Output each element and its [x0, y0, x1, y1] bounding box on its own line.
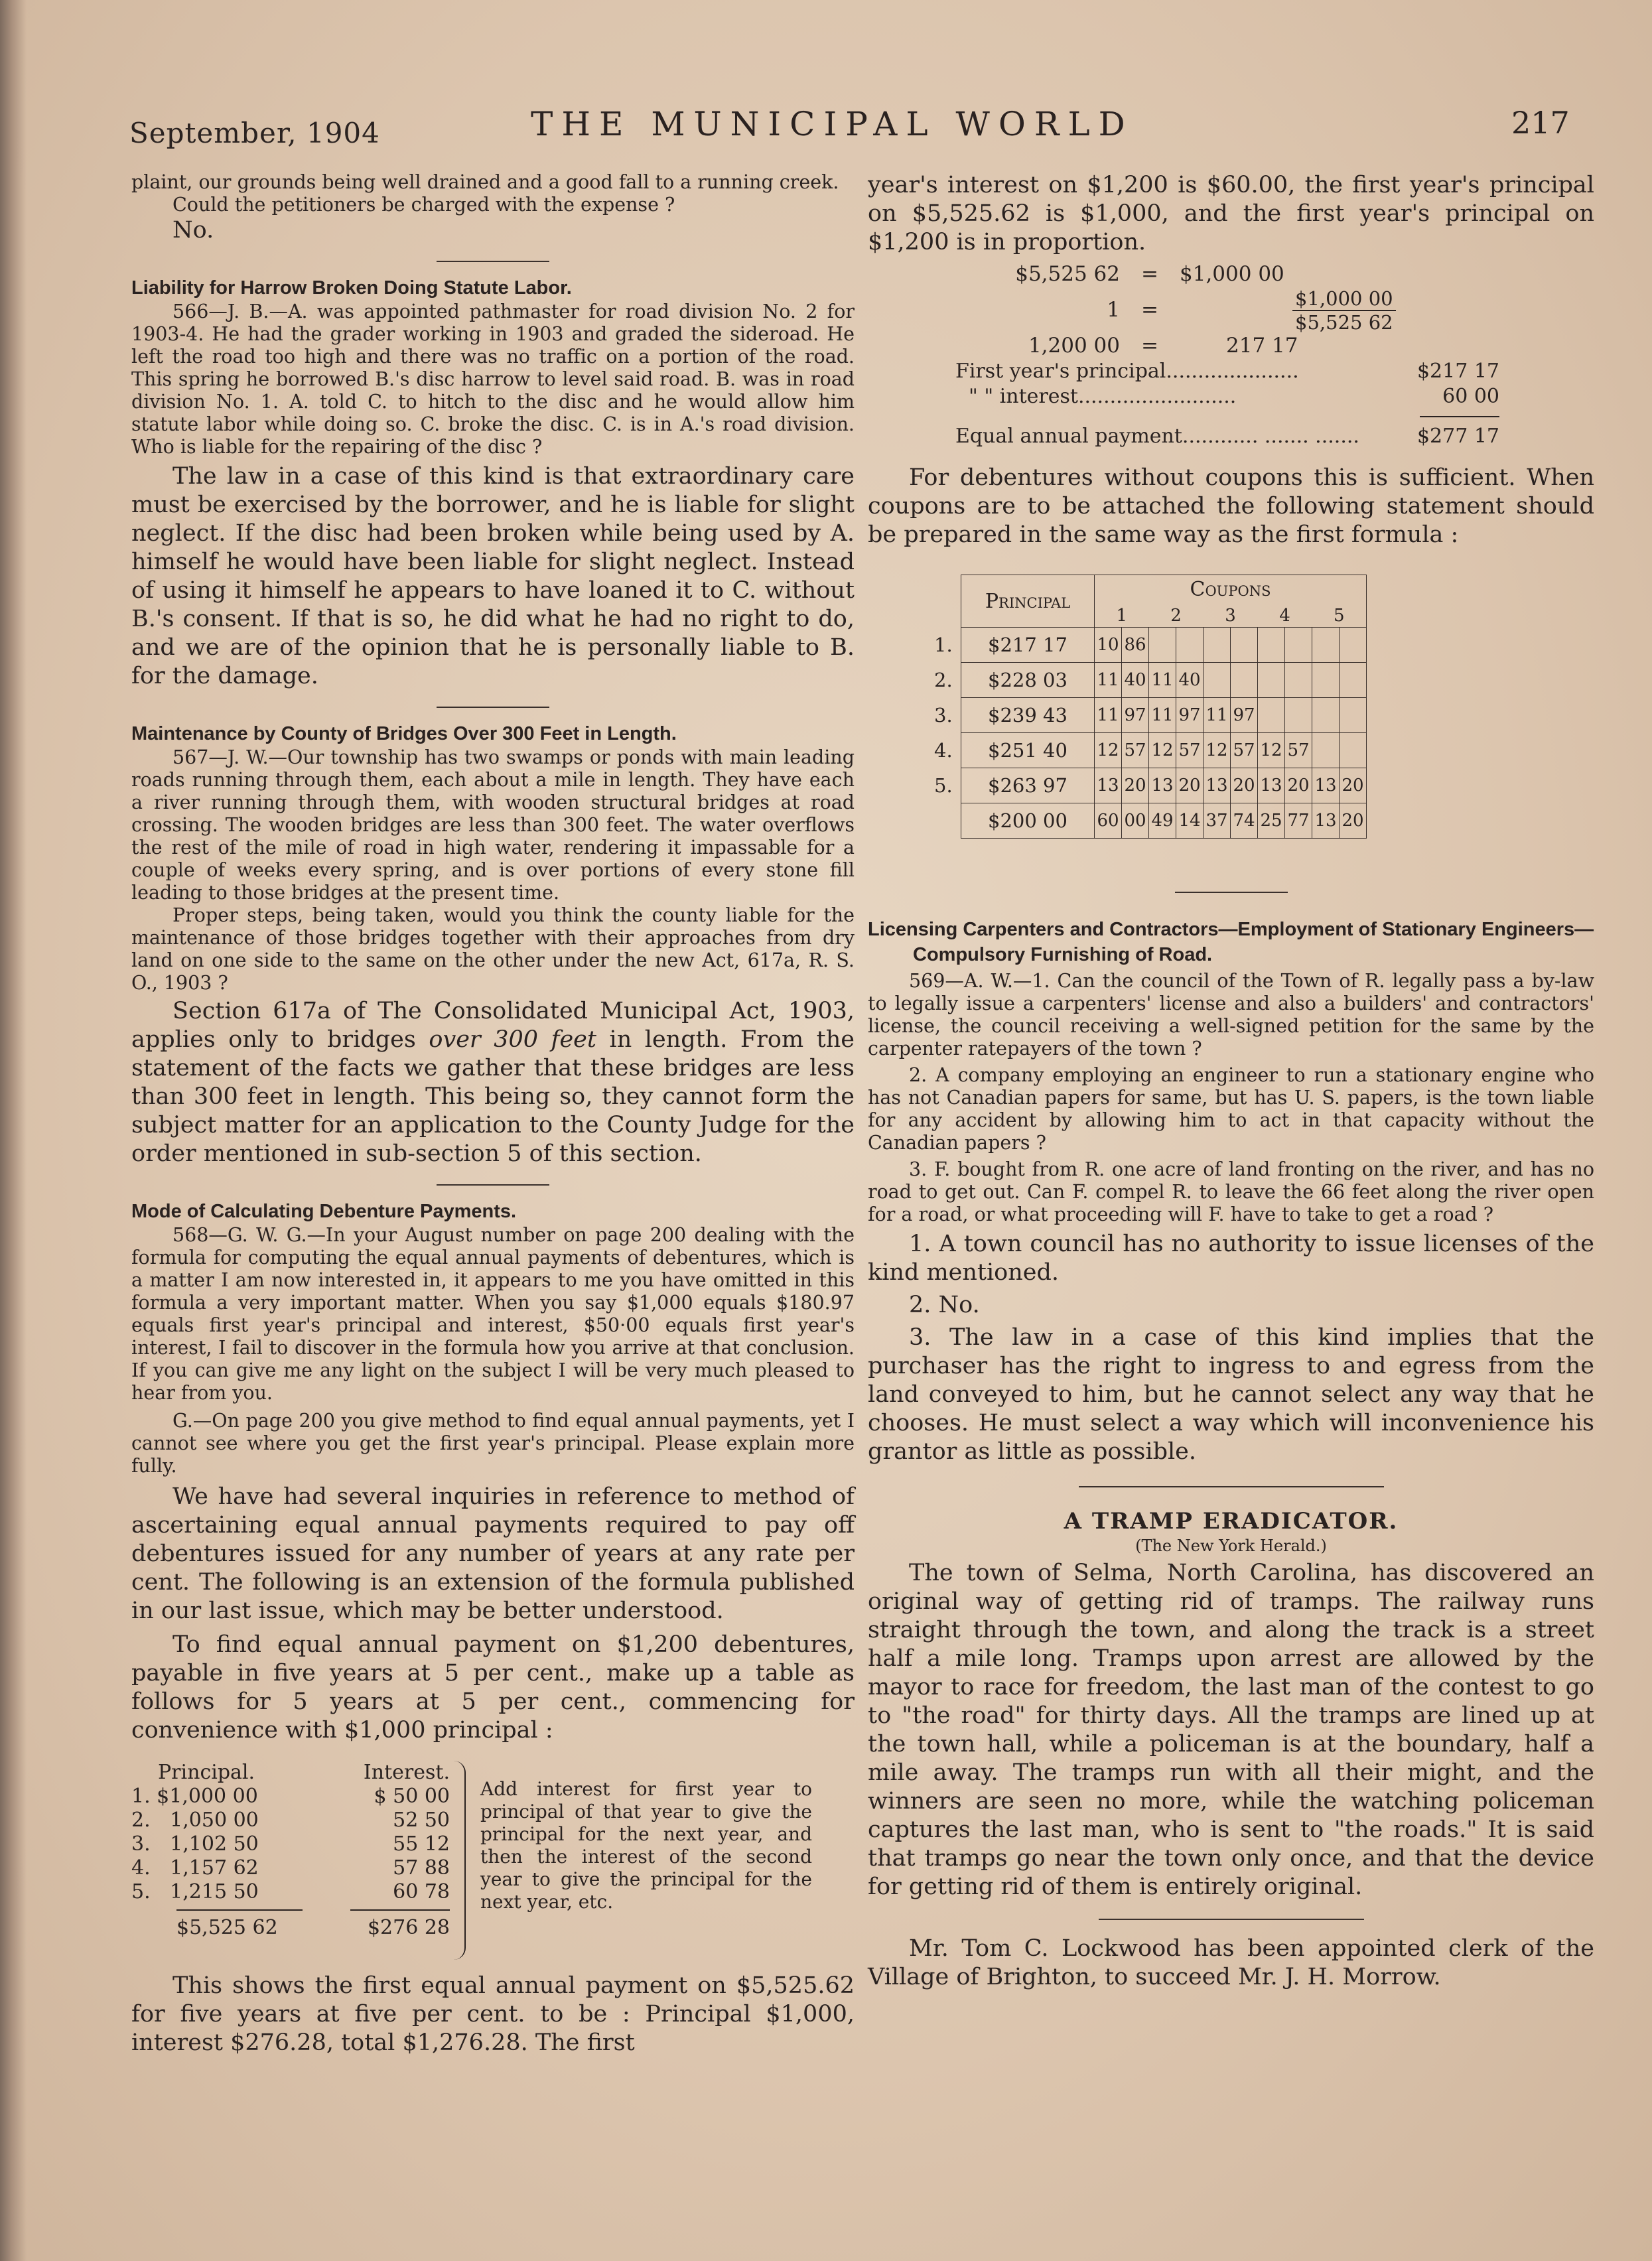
coupon-cell: 12: [1204, 733, 1231, 768]
heading-568: Mode of Calculating Debenture Payments.: [131, 1201, 517, 1222]
coupon-cell: [1285, 628, 1312, 663]
formula-term: $1,000 00: [1180, 262, 1284, 286]
coupon-cell: 12: [1095, 733, 1122, 768]
coupon-cell: [1149, 628, 1176, 663]
coupon-principal: $251 40: [961, 733, 1095, 768]
coupon-number: 3: [1204, 604, 1258, 627]
coupon-table-header: [934, 575, 1367, 604]
question-567-b: Proper steps, being taken, would you think the county liable for the maintenance of those bridges together with their approaches from dry land on one side to the same on the other under the new Act, 617a, R. S. O., 1903 ?: [131, 904, 855, 994]
interest-column: [350, 1761, 450, 1960]
coupon-cell: 77: [1285, 803, 1312, 839]
principal-row: [131, 1880, 350, 1904]
continued-answer-568: year's interest on $1,200 is $60.00, the first year's principal on $5,525.62 is $1,000, and the first year's principal on $1,200 is in proportion.: [868, 172, 1594, 255]
interest-value: $ 50 00: [374, 1785, 450, 1808]
coupon-number: 2: [1149, 604, 1204, 627]
answer-569-2: 2. No.: [909, 1292, 980, 1318]
answer-567-emphasis: over 300 feet: [429, 1026, 596, 1053]
coupon-cell: 13: [1095, 768, 1122, 803]
row-number: 3.: [131, 1832, 151, 1856]
answer-568-b: To find equal annual payment on $1,200 debentures, payable in five years at 5 per cent., make up a table as follows for 5 years at 5 per cent., commencing for convenience with $1,000 principal :: [131, 1631, 855, 1744]
coupon-row-number: 2.: [934, 669, 953, 691]
principal-value: 1,102 50: [170, 1832, 259, 1856]
row-number: 2.: [131, 1809, 151, 1832]
proportion-formula: [868, 261, 1594, 359]
coupon-cell: 13: [1149, 768, 1176, 803]
coupon-cell: [1285, 663, 1312, 698]
coupon-row: [934, 803, 1367, 839]
coupon-number: 1: [1095, 604, 1149, 627]
coupon-cell: [1340, 733, 1367, 768]
coupon-cell: 57: [1285, 733, 1312, 768]
summary-label: " " interest.........................: [969, 385, 1237, 408]
section-divider: [437, 1184, 549, 1186]
coupon-row-number: 4.: [934, 739, 953, 762]
coupon-cell: 57: [1176, 733, 1204, 768]
formula-equals: =: [1141, 334, 1158, 358]
principal-row: [131, 1856, 350, 1880]
coupon-cell: 14: [1176, 803, 1204, 839]
row-number: 5.: [131, 1880, 151, 1903]
coupon-principal: $200 00: [961, 803, 1095, 839]
coupon-cell: 97: [1122, 698, 1149, 733]
heading-567: Maintenance by County of Bridges Over 300 Feet in Length.: [131, 723, 677, 744]
fraction: [1292, 287, 1396, 334]
question-568-b: G.—On page 200 you give method to find equal annual payments, yet I cannot see where you get the first year's principal. Please explain more fully.: [131, 1410, 855, 1477]
principal-value: 1,050 00: [170, 1809, 259, 1832]
coupon-cell: 13: [1258, 768, 1285, 803]
closing-notice: Mr. Tom C. Lockwood has been appointed clerk of the Village of Brighton, to succeed Mr. J. H. Morrow.: [868, 1935, 1594, 1990]
coupon-cell: [1231, 663, 1258, 698]
coupon-row: [934, 768, 1367, 803]
formula-row: [868, 287, 1594, 332]
coupon-cell: 11: [1095, 698, 1122, 733]
principal-row: [131, 1809, 350, 1832]
interest-value: 52 50: [393, 1809, 450, 1832]
binding-edge: [0, 0, 27, 2261]
principal-row: [131, 1785, 350, 1809]
answer-569-3: 3. The law in a case of this kind implies that the purchaser has the right to ingress to and egress from the land conveyed to him, but he cannot select any way that he chooses. He must select a way which will inconvenience his grantor as little as possible.: [868, 1324, 1594, 1465]
coupon-cell: [1312, 663, 1340, 698]
principal-value: $1,000 00: [157, 1785, 258, 1808]
section-divider: [437, 707, 549, 708]
question-568-a: 568—G. W. G.—In your August number on page 200 dealing with the formula for computing the equal annual payments of debentures, which is a matter I am now interested in, it appears to me you have omitted in this formula a very important matter. When you say $1,000 equals $180.97 equals first year's principal and interest, $50·00 equals first year's interest, I fail to discover in the formula how you arrive at that conclusion. If you can give me any light on the subject I will be very much pleased to hear from you.: [131, 1224, 855, 1404]
continued-text: plaint, our grounds being well drained and a good fall to a running creek.: [131, 171, 839, 193]
left-column: [131, 171, 855, 2057]
coupon-cell: 11: [1095, 663, 1122, 698]
coupon-cell: [1285, 698, 1312, 733]
answer-568-c: This shows the first equal annual payment on $5,525.62 for five years at five per cent. to be : Principal $1,000, interest $276.28, total $1,276.28. The first: [131, 1972, 855, 2056]
coupon-row: [934, 733, 1367, 768]
coupon-cell: 40: [1176, 663, 1204, 698]
continued-answer: No.: [172, 217, 214, 243]
coupon-row-number: 5.: [934, 774, 953, 797]
principal-header: Principal: [961, 575, 1095, 628]
coupon-cell: 12: [1258, 733, 1285, 768]
coupon-cell: [1340, 663, 1367, 698]
row-number: 4.: [131, 1856, 151, 1880]
coupon-cell: 86: [1122, 628, 1149, 663]
coupon-cell: 20: [1122, 768, 1149, 803]
coupon-cell: [1204, 628, 1231, 663]
fraction-denominator: $5,525 62: [1295, 311, 1393, 334]
formula-equals: =: [1141, 298, 1158, 322]
coupon-principal: $239 43: [961, 698, 1095, 733]
table-note: Add interest for first year to principal of that year to give the principal for the next year, and then the interest of the second year to give the principal for the next year, etc.: [480, 1778, 812, 1913]
answer-567-post: in length. From the statement of the facts we gather that these bridges are less than 300 feet in length. This being so, they cannot form the subject matter for an application to the County Judge for the order mentioned in sub-section 5 of this section.: [131, 1026, 855, 1167]
principal-total: $5,525 62: [176, 1909, 303, 1940]
summary-row: [955, 384, 1499, 409]
coupon-row-number: 3.: [934, 704, 953, 726]
principal-header: Principal.: [158, 1761, 255, 1784]
coupons-header: Coupons: [1095, 575, 1367, 604]
question-566: 566—J. B.—A. was appointed pathmaster for road division No. 2 for 1903-4. He had the grader working in 1903 and graded the sideroad. He left the road too high and there was no traffic on a portion of the road. This spring he borrowed B.'s disc harrow to level said road. B. was in road division No. 1. A. told C. to hitch to the disc and he would allow him statute labor while doing so. C. broke the disc. C. is in A.'s road division. Who is liable for the repairing of the disc ?: [131, 301, 855, 458]
interest-value: 57 88: [393, 1856, 450, 1880]
coupon-cell: 20: [1340, 768, 1367, 803]
coupon-cell: 10: [1095, 628, 1122, 663]
coupon-cell: 11: [1204, 698, 1231, 733]
heading-566: Liability for Harrow Broken Doing Statute Labor.: [131, 277, 572, 299]
interest-value: 60 78: [393, 1880, 450, 1903]
formula-term: 217 17: [1226, 334, 1298, 358]
question-569-2: 2. A company employing an engineer to run a stationary engine who has not Canadian papers for same, but has U. S. papers, is the town liable for any accident by allowing him to act in that capacity without the Canadian papers ?: [868, 1064, 1594, 1154]
answer-568-a: We have had several inquiries in reference to method of ascertaining equal annual payments required to pay off debentures issued for any number of years at any rate per cent. The following is an extension of the formula published in our last issue, which may be better understood.: [131, 1483, 855, 1624]
coupon-cell: [1258, 698, 1285, 733]
article-body: The town of Selma, North Carolina, has discovered an original way of getting rid of tramps. The railway runs straight through the town, and along the track is a street half a mile long. Tramps upon arrest are allowed by the mayor to race for freedom, the last man of the contest to go to "the road" for thirty days. All the tramps are lined up at the town hall, while a policeman is at the boundary, half a mile away. The tramps run with all their might, and the winners are seen no more, while the watching policeman captures the last man, who is sent to "the roads." It is said that tramps go near the town only once, and that the device for getting rid of them is entirely original.: [868, 1560, 1594, 1900]
coupon-cell: 00: [1122, 803, 1149, 839]
question-567-a: 567—J. W.—Our township has two swamps or ponds with main leading roads running through them, each about a mile in length. They have each a river running through them, with wooden structural bridges at road crossing. The wooden bridges are less than 300 feet. The water overflows the rest of the mile of road in high water, rendering it impassable for a couple of weeks every spring, and is over portions of every stone fill leading to those bridges at the present time.: [131, 746, 855, 904]
coupon-cell: 37: [1204, 803, 1231, 839]
section-divider: [1099, 1919, 1364, 1920]
coupon-row-number: [934, 803, 961, 839]
coupon-row: [934, 663, 1367, 698]
sum-rule: [1420, 416, 1499, 417]
formula-equals: =: [1141, 262, 1158, 286]
coupon-cell: [1258, 663, 1285, 698]
summary-label: First year's principal.....................: [955, 360, 1299, 383]
interest-header: Interest.: [363, 1761, 450, 1784]
payment-summary: [955, 359, 1499, 449]
coupon-cell: 11: [1149, 698, 1176, 733]
coupon-cell: 20: [1176, 768, 1204, 803]
coupon-cell: 13: [1312, 803, 1340, 839]
principal-column: [131, 1761, 350, 1960]
coupon-cell: 20: [1340, 803, 1367, 839]
interest-value: 55 12: [393, 1832, 450, 1856]
coupon-row: [934, 628, 1367, 663]
summary-row: [955, 359, 1499, 384]
section-divider: [1175, 892, 1288, 893]
question-569-1: 569—A. W.—1. Can the council of the Town of R. legally pass a by-law to legally issue a carpenters' license and also a builders' and contractors' license, the council receiving a well-signed petition for the same by the carpenter ratepayers of the town ?: [868, 970, 1594, 1060]
coupon-principal: $217 17: [961, 628, 1095, 663]
article-title: A TRAMP ERADICATOR.: [1064, 1508, 1399, 1535]
interest-total: $276 28: [350, 1909, 450, 1940]
coupon-cell: [1340, 698, 1367, 733]
summary-value: $217 17: [1416, 360, 1499, 383]
row-number: 1.: [131, 1785, 151, 1808]
coupon-cell: [1258, 628, 1285, 663]
header-date: September, 1904: [129, 117, 380, 149]
summary-value: 60 00: [1442, 385, 1499, 408]
coupon-row: [934, 698, 1367, 733]
coupon-cell: [1312, 733, 1340, 768]
answer-566: The law in a case of this kind is that extraordinary care must be exercised by the borrower, and he is liable for slight neglect. If the disc had been broken while being used by A. himself he would have been liable for slight neglect. Instead of using it himself he appears to have loaned it to C. without B.'s consent. If that is so, he did what he had no right to do, and we are of the opinion that he is personally liable to B. for the damage.: [131, 463, 855, 689]
formula-term: 1,200 00: [1028, 334, 1120, 358]
coupon-cell: [1340, 628, 1367, 663]
brace: [452, 1761, 466, 1960]
coupon-table-body: [934, 628, 1367, 839]
coupon-cell: 57: [1122, 733, 1149, 768]
section-divider: [1079, 1486, 1384, 1487]
coupon-cell: 11: [1149, 663, 1176, 698]
formula-row: [868, 332, 1594, 359]
coupons-intro: For debentures without coupons this is sufficient. When coupons are to be attached the following statement should be prepared in the same way as the first formula :: [868, 464, 1594, 548]
principal-row: [131, 1832, 350, 1856]
coupon-cell: 40: [1122, 663, 1149, 698]
coupon-cell: 12: [1149, 733, 1176, 768]
summary-row: [955, 424, 1499, 449]
summary-label: Equal annual payment............ ....... .......: [955, 425, 1359, 448]
principal-interest-table: [131, 1761, 855, 1960]
coupon-cell: [1312, 698, 1340, 733]
coupon-cell: 25: [1258, 803, 1285, 839]
answer-569-1: 1. A town council has no authority to issue licenses of the kind mentioned.: [868, 1231, 1594, 1286]
coupon-number: 4: [1258, 604, 1312, 627]
coupon-cell: 13: [1312, 768, 1340, 803]
continued-question: Could the petitioners be charged with the expense ?: [172, 194, 675, 216]
coupon-cell: [1231, 628, 1258, 663]
coupon-cell: 97: [1231, 698, 1258, 733]
fraction-numerator: $1,000 00: [1292, 287, 1396, 311]
principal-value: 1,215 50: [170, 1880, 259, 1903]
coupon-cell: [1312, 628, 1340, 663]
coupon-cell: 49: [1149, 803, 1176, 839]
coupon-principal: $228 03: [961, 663, 1095, 698]
formula-term: 1: [1107, 298, 1120, 322]
principal-value: 1,157 62: [170, 1856, 259, 1880]
coupon-cell: [1176, 628, 1204, 663]
coupon-table: [934, 575, 1367, 839]
coupon-number: 5: [1312, 604, 1367, 627]
article-source: (The New York Herald.): [1135, 1537, 1327, 1555]
header-title: THE MUNICIPAL WORLD: [531, 105, 1134, 143]
formula-term: $5,525 62: [1015, 262, 1120, 286]
coupon-cell: 97: [1176, 698, 1204, 733]
coupon-cell: 20: [1231, 768, 1258, 803]
coupon-cell: 13: [1204, 768, 1231, 803]
answer-567-pre: Section 617a of The Consolidated Municipal Act, 1903, applies only to bridges: [131, 998, 855, 1053]
formula-fraction: [1292, 287, 1452, 336]
coupon-cell: 20: [1285, 768, 1312, 803]
coupon-cell: 60: [1095, 803, 1122, 839]
question-569-3: 3. F. bought from R. one acre of land fronting on the river, and has no road to get out. Can F. compel R. to leave the 66 feet along the river open for a road, or what proceeding will F. have to take to get a road ?: [868, 1158, 1594, 1225]
answer-567: [131, 997, 855, 1168]
coupon-cell: 74: [1231, 803, 1258, 839]
coupon-cell: 57: [1231, 733, 1258, 768]
coupon-cell: [1204, 663, 1231, 698]
coupon-principal: $263 97: [961, 768, 1095, 803]
section-divider: [437, 261, 549, 262]
summary-value: $277 17: [1416, 425, 1499, 448]
header-page-number: 217: [1511, 105, 1570, 141]
right-column: [868, 171, 1594, 1992]
formula-row: [868, 261, 1594, 287]
coupon-row-number: 1.: [934, 634, 953, 656]
heading-569: Licensing Carpenters and Contractors—Employment of Stationary Engineers—Compulsory Furnishing of Road.: [868, 919, 1594, 965]
